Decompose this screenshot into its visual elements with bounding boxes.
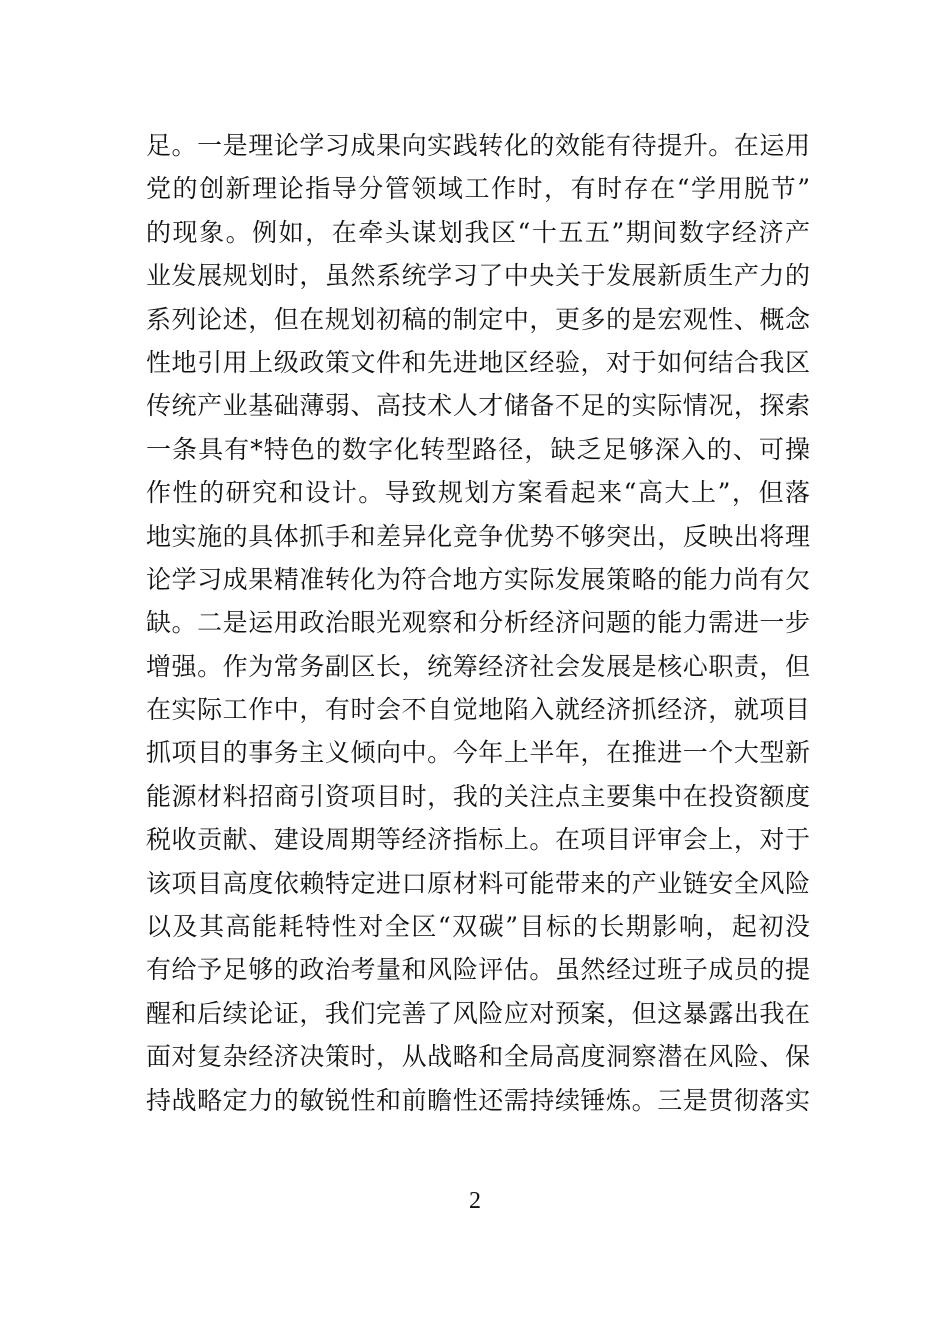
text-line: 缺。二是运用政治眼光观察和分析经济问题的能力需进一步 <box>146 608 810 638</box>
text-line: 该项目高度依赖特定进口原材料可能带来的产业链安全风险 <box>146 868 810 898</box>
text-line: 面对复杂经济决策时，从战略和全局高度洞察潜在风险、保 <box>146 1042 810 1072</box>
page-number: 2 <box>469 1188 481 1214</box>
text-line: 传统产业基础薄弱、高技术人才储备不足的实际情况，探索 <box>146 391 810 421</box>
text-line: 作性的研究和设计。导致规划方案看起来“高大上”，但落 <box>146 478 810 508</box>
text-line: 足。一是理论学习成果向实践转化的效能有待提升。在运用 <box>146 131 810 160</box>
text-line: 抓项目的事务主义倾向中。今年上半年，在推进一个大型新 <box>146 738 810 768</box>
text-line: 性地引用上级政策文件和先进地区经验，对于如何结合我区 <box>146 347 810 377</box>
text-line: 以及其高能耗特性对全区“双碳”目标的长期影响，起初没 <box>146 912 810 942</box>
body-paragraph <box>146 124 810 1122</box>
text-line: 党的创新理论指导分管领域工作时，有时存在“学用脱节” <box>146 174 810 204</box>
text-line: 持战略定力的敏锐性和前瞻性还需持续锤炼。三是贯彻落实 <box>146 1085 810 1115</box>
text-line: 的现象。例如，在牵头谋划我区“十五五”期间数字经济产 <box>146 217 810 247</box>
text-line: 醒和后续论证，我们完善了风险应对预案，但这暴露出我在 <box>146 998 810 1028</box>
text-line: 一条具有*特色的数字化转型路径，缺乏足够深入的、可操 <box>146 434 810 464</box>
text-line: 税收贡献、建设周期等经济指标上。在项目评审会上，对于 <box>146 825 810 855</box>
text-line: 业发展规划时，虽然系统学习了中央关于发展新质生产力的 <box>146 261 810 291</box>
text-line: 系列论述，但在规划初稿的制定中，更多的是宏观性、概念 <box>146 304 810 334</box>
text-line: 论学习成果精准转化为符合地方实际发展策略的能力尚有欠 <box>146 564 810 594</box>
text-line: 能源材料招商引资项目时，我的关注点主要集中在投资额度 <box>146 781 810 811</box>
text-line: 增强。作为常务副区长，统筹经济社会发展是核心职责，但 <box>146 651 810 681</box>
text-line: 在实际工作中，有时会不自觉地陷入就经济抓经济，就项目 <box>146 695 810 725</box>
text-line: 地实施的具体抓手和差异化竞争优势不够突出，反映出将理 <box>146 521 810 551</box>
text-line: 有给予足够的政治考量和风险评估。虽然经过班子成员的提 <box>146 955 810 985</box>
